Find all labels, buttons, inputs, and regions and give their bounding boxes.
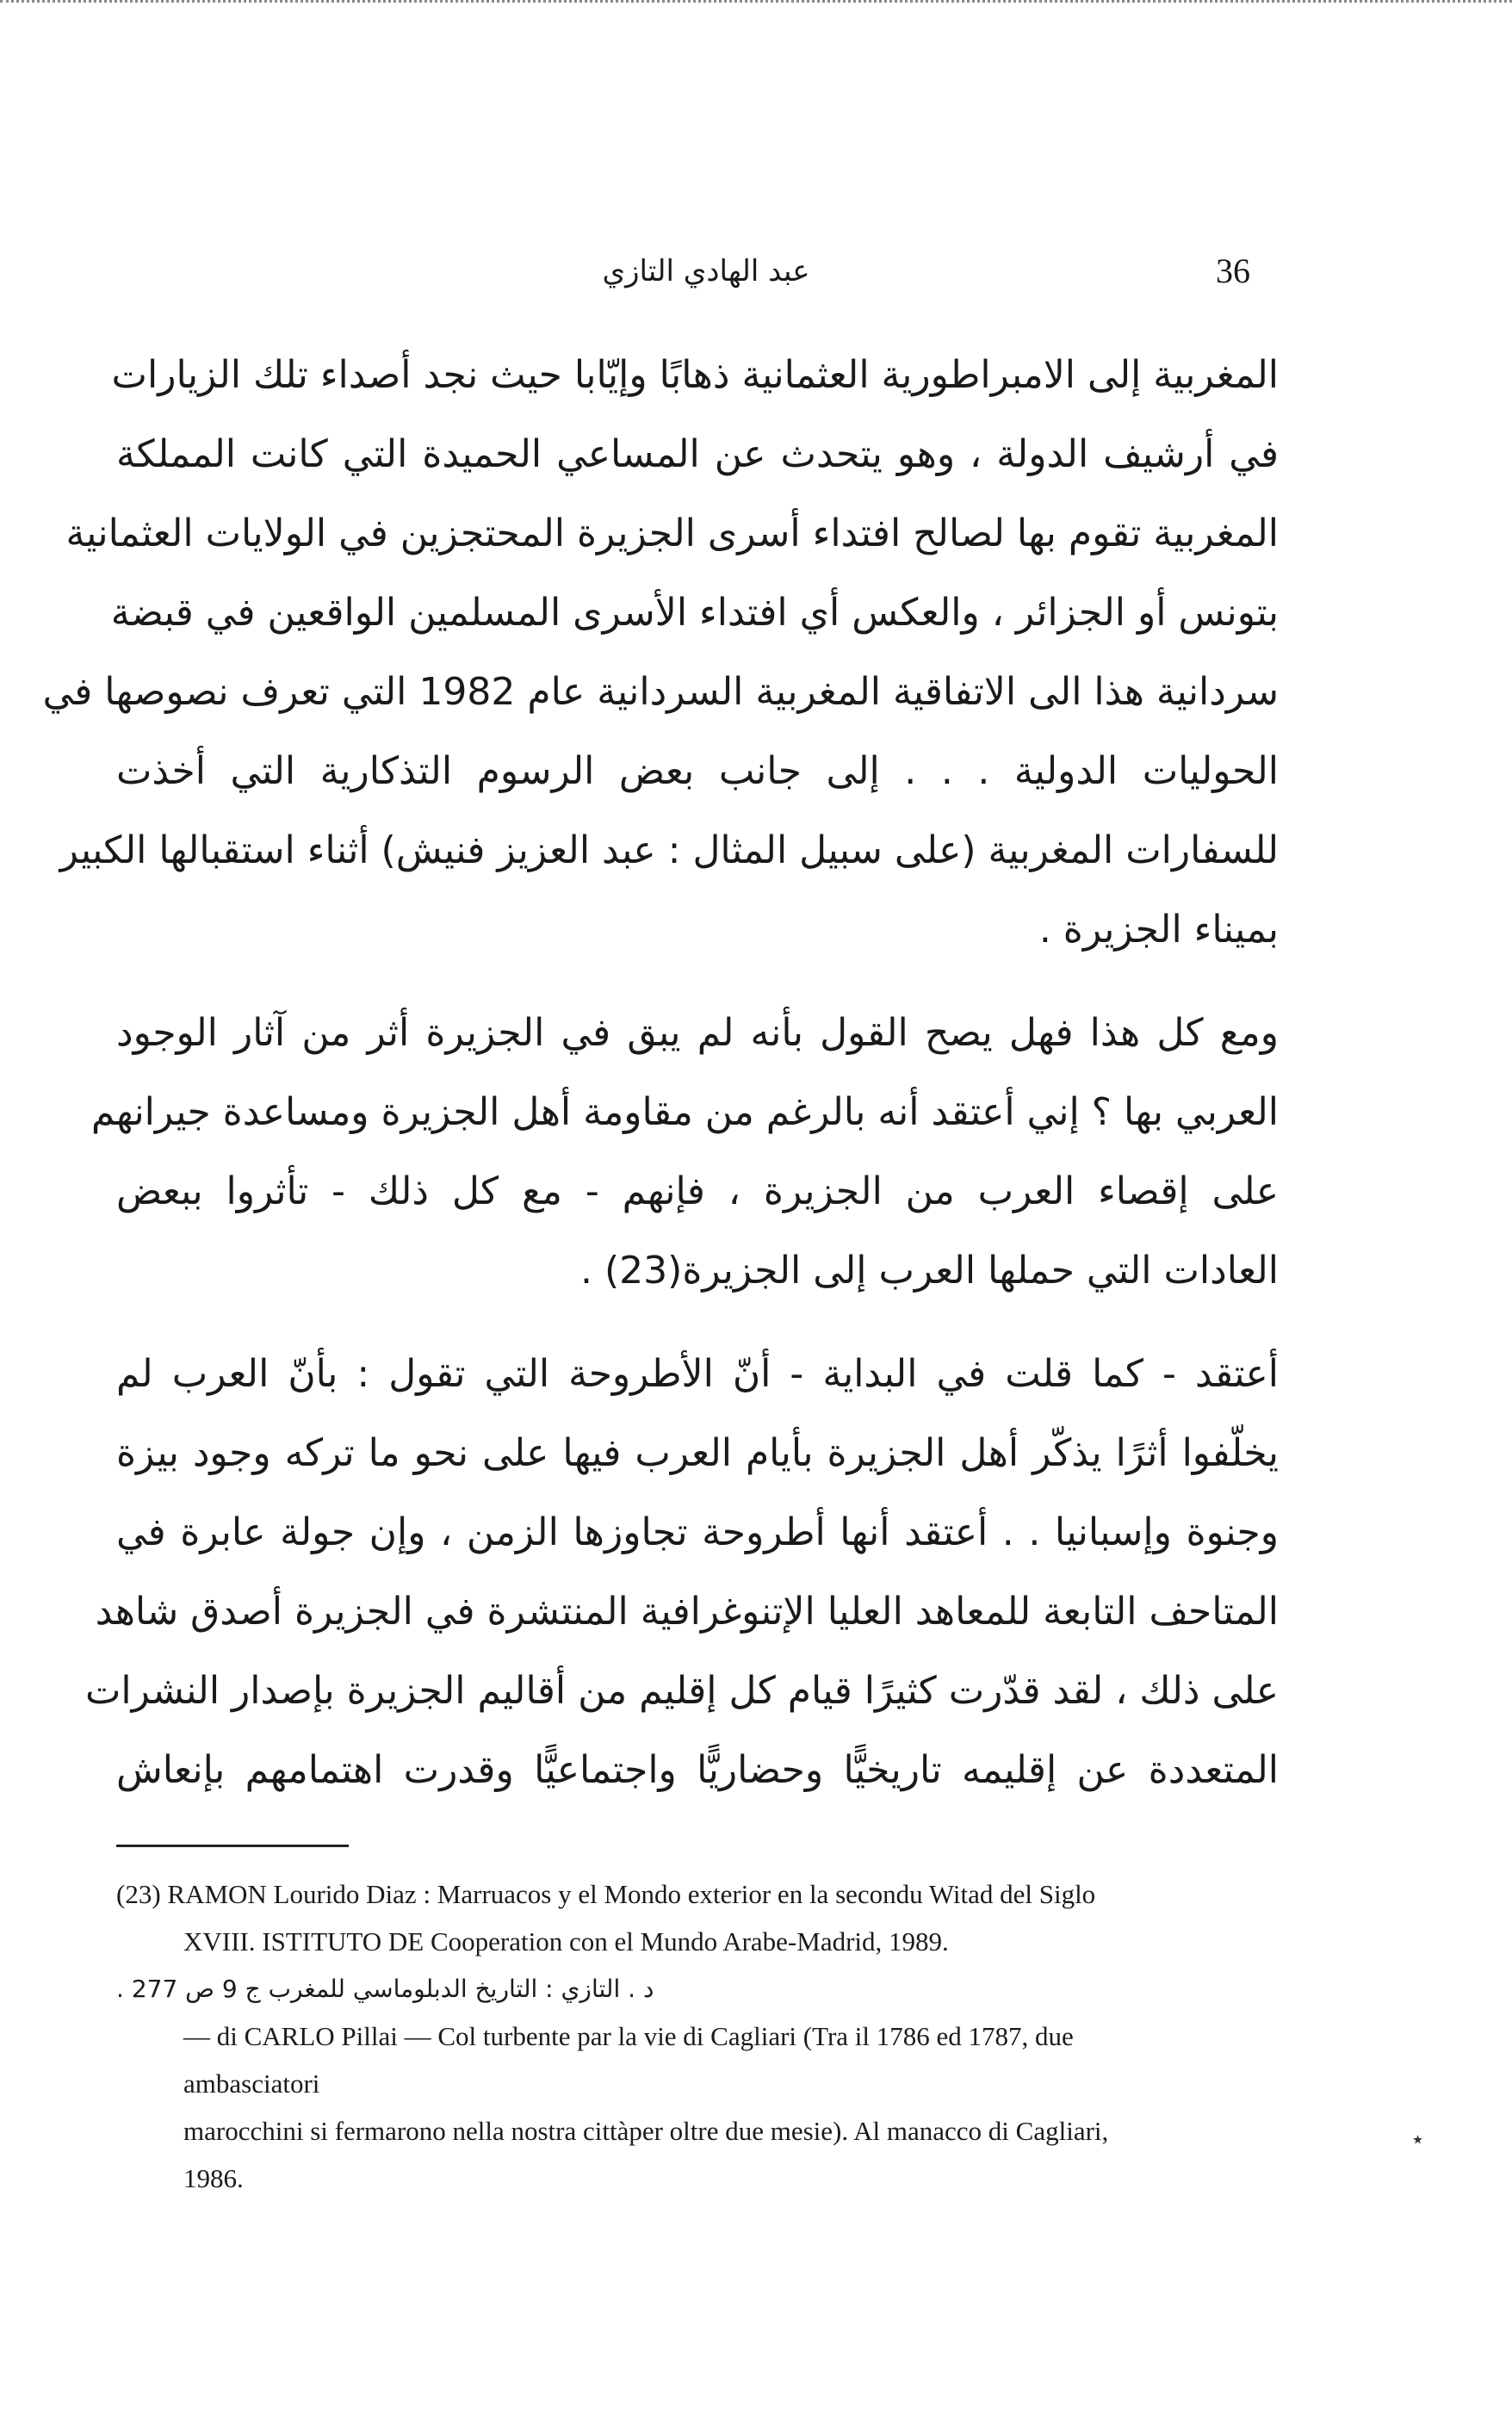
text-line: الحوليات الدولية . . . إلى جانب بعض الرسوم التذكارية التي أخذت <box>116 749 1279 793</box>
text-line: على ذلك ، لقد قدّرت كثيرًا قيام كل إقليم من أقاليم الجزيرة بإصدار النشرات <box>84 1669 1279 1713</box>
paragraph-2 <box>90 994 1279 1311</box>
text-line: للسفارات المغربية (على سبيل المثال : عبد العزيز فنيش) أثناء استقبالها الكبير <box>59 828 1279 872</box>
text-line: المغربية إلى الامبراطورية العثمانية ذهابًا وإيّابا حيث نجد أصداء تلك الزيارات <box>111 353 1279 397</box>
text-line: أعتقد - كما قلت في البداية - أنّ الأطروحة التي تقول : بأنّ العرب لم <box>116 1352 1279 1396</box>
footnote-line: 1986. <box>183 2163 244 2193</box>
footnote-line: XVIII. ISTITUTO DE Cooperation con el Mundo Arabe-Madrid, 1989. <box>183 1926 949 1957</box>
footnote-line-arabic <box>116 1965 1287 2012</box>
text-line: وجنوة وإسبانيا . . أعتقد أنها أطروحة تجاوزها الزمن ، وإن جولة عابرة في <box>116 1510 1279 1554</box>
scan-top-edge <box>0 0 1512 8</box>
text-line: المغربية تقوم بها لصالح افتداء أسرى الجزيرة المحتجزين في الولايات العثمانية <box>65 512 1279 555</box>
paragraph-1 <box>42 336 1279 970</box>
text-line: ومع كل هذا فهل يصح القول بأنه لم يبق في الجزيرة أثر من آثار الوجود <box>116 1011 1279 1055</box>
footnote-line: marocchini si fermarono nella nostra cittàper oltre due mesie). Al manacco di Cagliari, <box>183 2116 1109 2146</box>
text-line: المتعددة عن إقليمه تاريخيًّا وحضاريًّا واجتماعيًّا وقدرت اهتمامهم بإنعاش <box>116 1748 1279 1792</box>
text-line: في أرشيف الدولة ، وهو يتحدث عن المساعي الحميدة التي كانت المملكة <box>116 432 1279 476</box>
text-line: بميناء الجزيرة . <box>1038 908 1279 952</box>
text-line: بتونس أو الجزائر ، والعكس أي افتداء الأسرى المسلمين الواقعين في قبضة <box>110 591 1279 635</box>
paragraph-3 <box>84 1335 1279 1810</box>
footnote-line: — di CARLO Pillai — Col turbente par la vie di Cagliari (Tra il 1786 ed 1787, due <box>183 2021 1074 2051</box>
page-header <box>0 245 1512 297</box>
footnote-arabic-text: د . التازي : التاريخ الدبلوماسي للمغرب ج 9 ص 277 . <box>116 1975 654 2003</box>
text-line: العربي بها ؟ إني أعتقد أنه بالرغم من مقاومة أهل الجزيرة ومساعدة جيرانهم <box>90 1090 1279 1134</box>
footnotes <box>116 1870 1287 2202</box>
paragraph-gap <box>116 970 1279 994</box>
body-text <box>42 336 1279 1810</box>
running-head-author: عبد الهادي التازي <box>602 254 810 288</box>
footnote-line: (23) RAMON Lourido Diaz : Marruacos y el Mondo exterior en la secondu Witad del Siglo <box>116 1879 1096 1909</box>
text-line: العادات التي حملها العرب إلى الجزيرة(23) . <box>580 1249 1279 1293</box>
footnote-line: ambasciatori <box>183 2068 320 2099</box>
text-line: يخلّفوا أثرًا يذكّر أهل الجزيرة بأيام العرب فيها على نحو ما تركه وجود بيزة <box>116 1431 1279 1475</box>
text-line: المتاحف التابعة للمعاهد العليا الإتنوغرافية المنتشرة في الجزيرة أصدق شاهد <box>95 1590 1279 1634</box>
margin-mark: ٭ <box>1412 2127 1424 2151</box>
text-line: سردانية هذا الى الاتفاقية المغربية السردانية عام 1982 التي تعرف نصوصها في <box>42 670 1279 714</box>
text-line: على إقصاء العرب من الجزيرة ، فإنهم - مع كل ذلك - تأثروا ببعض <box>116 1169 1279 1213</box>
paragraph-gap <box>116 1311 1279 1335</box>
page-number: 36 <box>1216 251 1250 290</box>
footnote-separator <box>116 1845 349 1847</box>
